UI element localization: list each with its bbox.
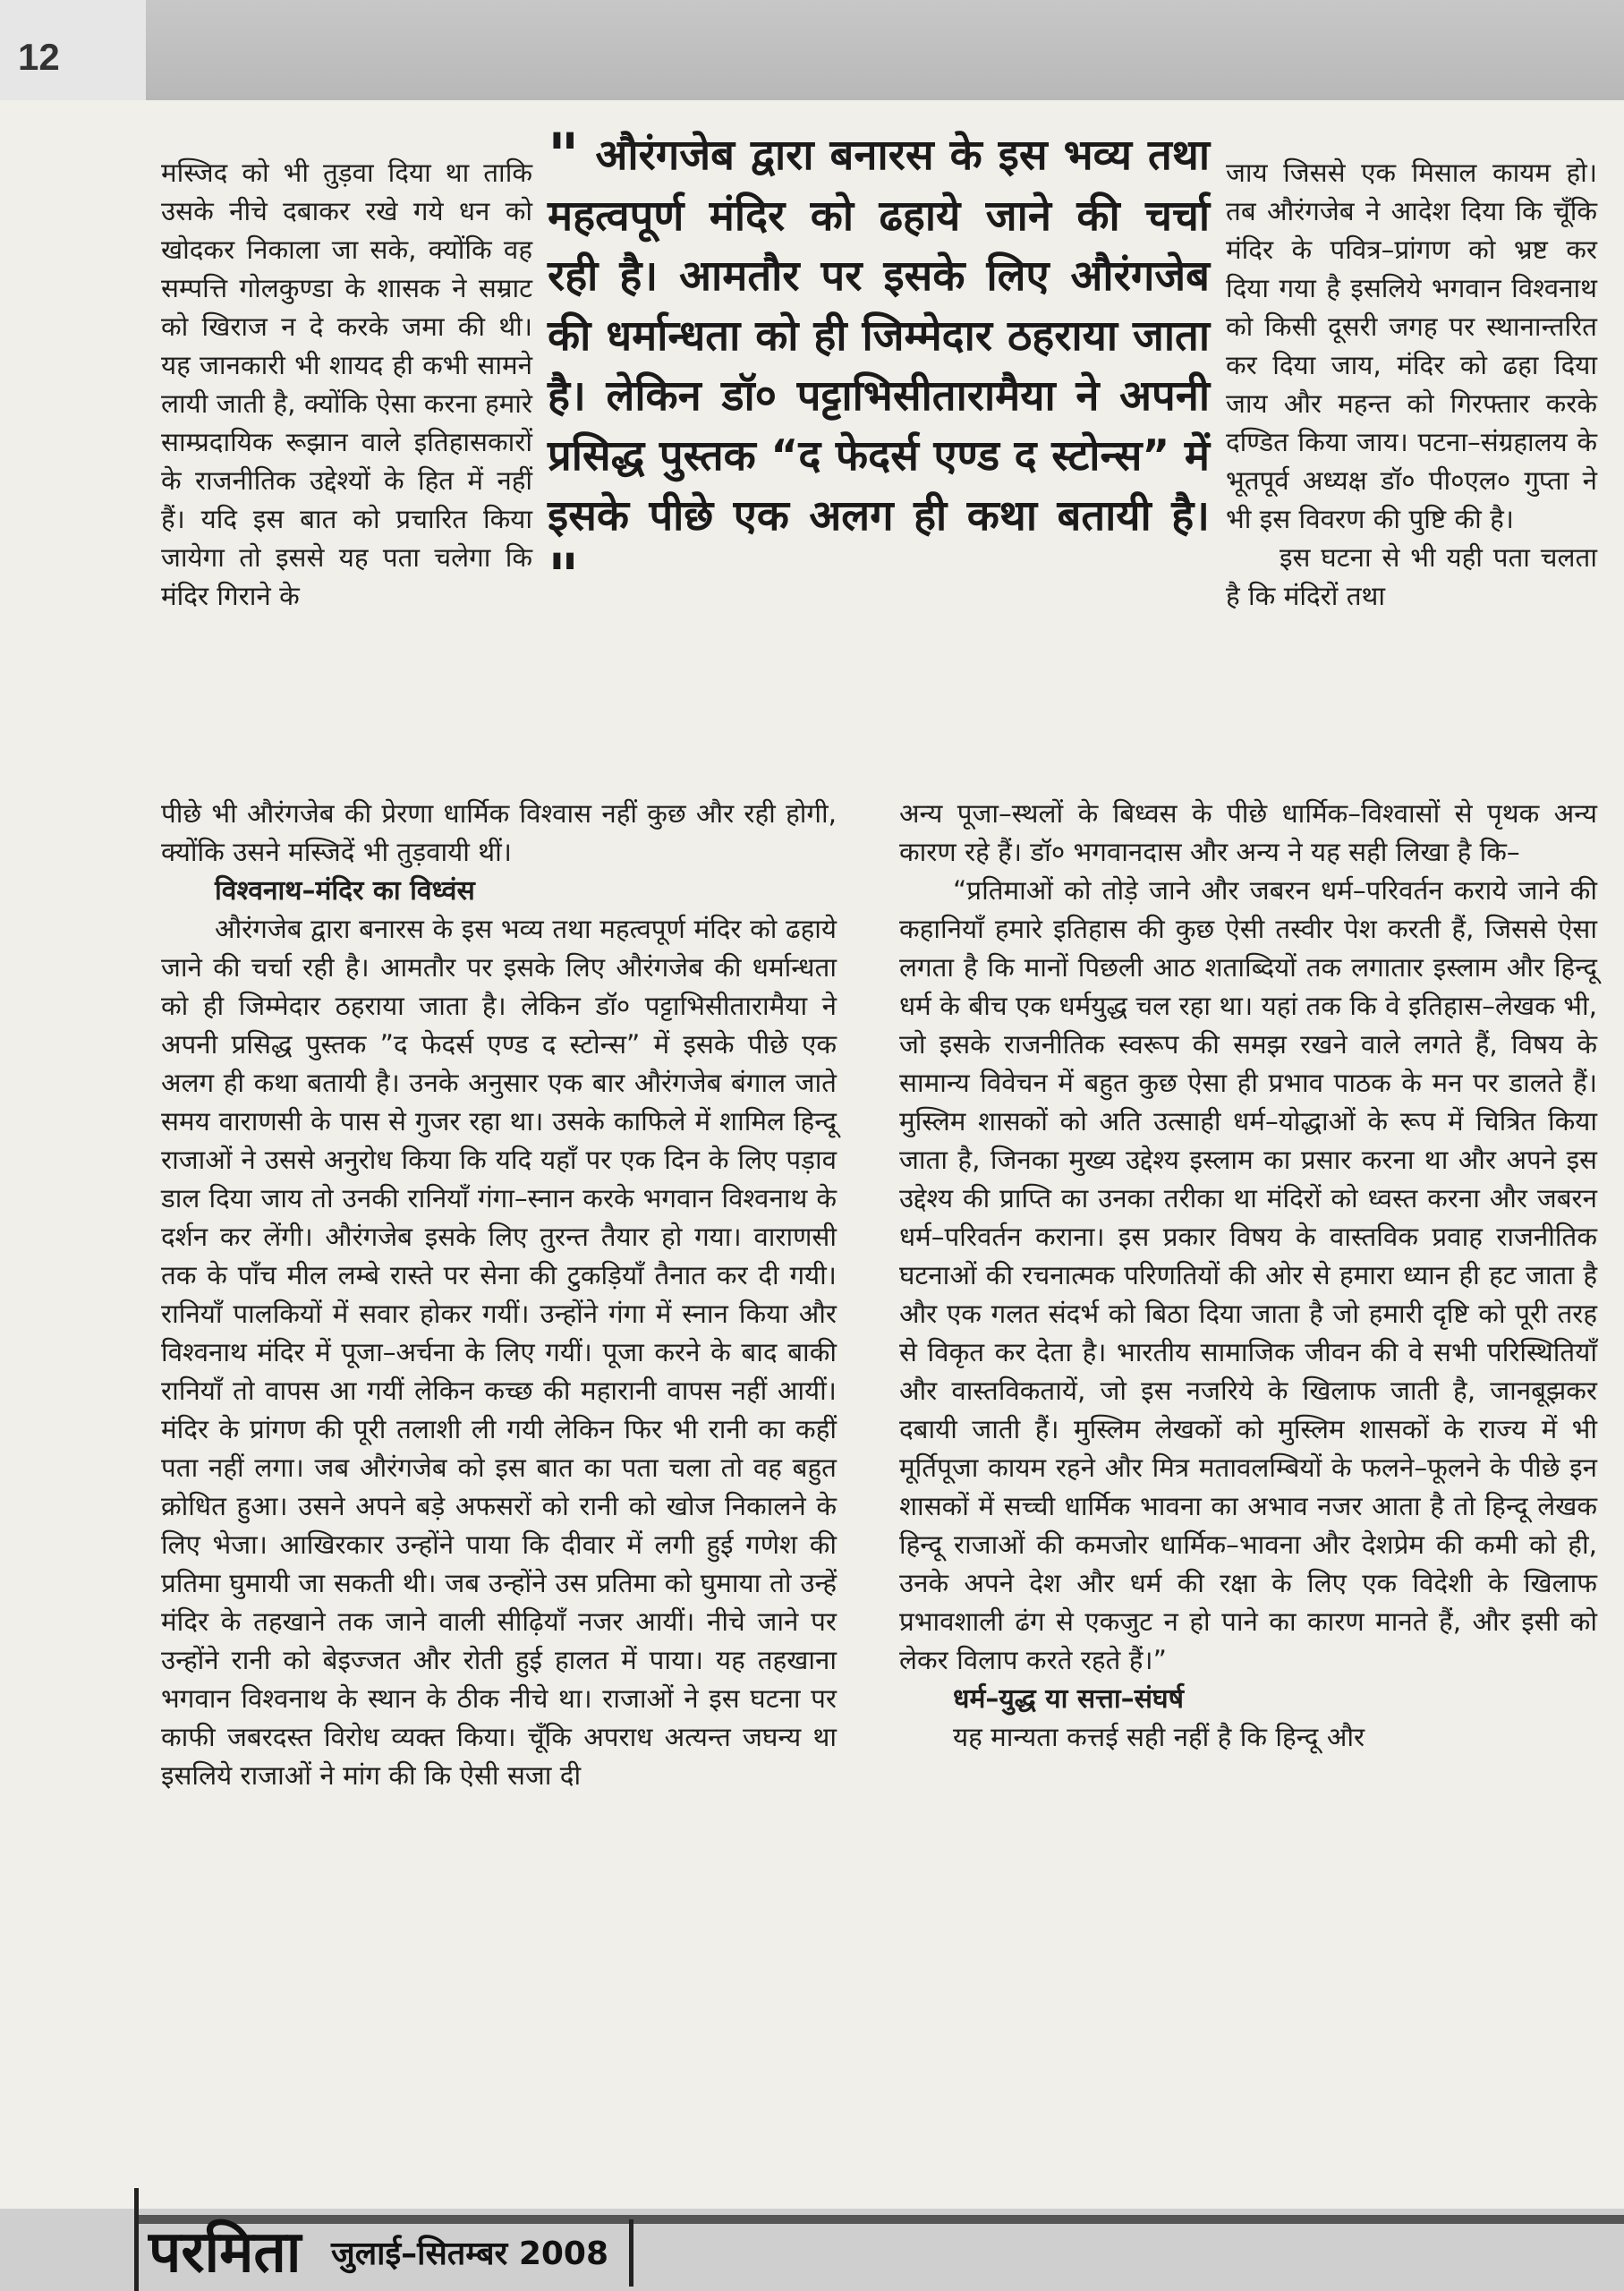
quote-close-mark: " bbox=[548, 541, 580, 612]
footer-divider-left bbox=[134, 2188, 139, 2291]
left-continuation: पीछे भी औरंगजेब की प्रेरणा धार्मिक विश्वास नहीं कुछ और रही होगी, क्योंकि उसने मस्जिदें भी तुड़वायी थीं। bbox=[161, 798, 837, 867]
column-left-main bbox=[161, 795, 837, 1795]
right-body-text: यह मान्यता कत्तई सही नहीं है कि हिन्दू और bbox=[953, 1722, 1365, 1752]
magazine-logo: परमिता bbox=[149, 2219, 302, 2286]
col3-top-text: जाय जिससे एक मिसाल कायम हो। तब औरंगजेब ने आदेश दिया कि चूँकि मंदिर के पवित्र–प्रांगण को भ्रष्ट कर दिया गया है इसलिये भगवान विश्वनाथ को किसी दूसरी जगह पर स्थानान्तरित कर दिया जाय, मंदिर को ढहा दिया जाय और महन्त को गिरफ्तार करके दण्डित किया जाय। पटना–संग्रहालय के भूतपूर्व अध्यक्ष डॉ० पी०एल० गुप्ता ने भी इस विवरण की पुष्टि की है। bbox=[1226, 158, 1597, 534]
right-intro: अन्य पूजा–स्थलों के बिध्वस के पीछे धार्मिक–विश्वासों से पृथक अन्य कारण रहे हैं। डॉ० भगवानदास और अन्य ने यह सही लिखा है कि– bbox=[899, 798, 1597, 867]
page-number: 12 bbox=[18, 36, 60, 78]
section-heading-dharmayuddh: धर्म–युद्ध या सत्ता–संघर्ष bbox=[953, 1683, 1184, 1715]
pull-quote bbox=[548, 121, 1210, 612]
header-band bbox=[0, 0, 1624, 100]
pull-quote-text: औरंगजेब द्वारा बनारस के इस भव्य तथा महत्वपूर्ण मंदिर को ढहाये जाने की चर्चा रही है। आमतौर पर इसके लिए औरंगजेब की धर्मान्धता को ही जिम्मेदार ठहराया जाता है। लेकिन डॉ० पट्टाभिसीतारामैया ने अपनी प्रसिद्ध पुस्तक “द फेदर्स एण्ड द स्टोन्स” में इसके पीछे एक अलग ही कथा बतायी है। bbox=[548, 131, 1210, 541]
footer-rule bbox=[134, 2215, 1624, 2224]
issue-date: जुलाई–सितम्बर 2008 bbox=[331, 2236, 609, 2272]
right-quote: “प्रतिमाओं को तोड़े जाने और जबरन धर्म–परिवर्तन कराये जाने की कहानियाँ हमारे इतिहास की कुछ ऐसी तस्वीर पेश करती हैं, जिससे ऐसा लगता है कि मानों पिछली आठ शताब्दियों तक लगातार इस्लाम और हिन्दू धर्म के बीच एक धर्मयुद्ध चल रहा था। यहां तक कि वे इतिहास–लेखक भी, जो इसके राजनीतिक स्वरूप की समझ रखने वाले लगते हैं, विषय के सामान्य विवेचन में बहुत कुछ ऐसा ही प्रभाव पाठक के मन पर डालते हैं। मुस्लिम शासकों को अति उत्साही धर्म–योद्धाओं के रूप में चित्रित किया जाता है, जिनका मुख्य उद्देश्य इस्लाम का प्रसार करना था और अपने इस उद्देश्य की प्राप्ति का उनका तरीका था मंदिरों को ध्वस्त करना और जबरन धर्म–परिवर्तन कराना। इस प्रकार विषय के वास्तविक प्रवाह राजनीतिक घटनाओं की रचनात्मक परिणतियों की ओर से हमारा ध्यान ही हट जाता है और एक गलत संदर्भ को बिठा दिया जाता है जो हमारी दृष्टि को पूरी तरह से विकृत कर देता है। भारतीय सामाजिक जीवन की वे सभी परिस्थितियाँ और वास्तविकतायें, जो इस नजरिये के खिलाफ जाती है, जानबूझकर दबायी जाती हैं। मुस्लिम लेखकों को मुस्लिम शासकों के राज्य में भी मूर्तिपूजा कायम रहने और मित्र मतावलम्बियों के फलने–फूलने के पीछे इन शासकों में सच्ची धार्मिक भावना का अभाव नजर आता है तो हिन्दू लेखक हिन्दू राजाओं की कमजोर धार्मिक–भावना और देशप्रेम की कमी को ही, उनके अपने देश और धर्म की रक्षा के लिए एक विदेशी के खिलाफ प्रभावशाली ढंग से एकजुट न हो पाने का कारण मानते हैं, और इसी को लेकर विलाप करते रहते हैं।” bbox=[899, 875, 1597, 1675]
section-heading-vishwanath: विश्वनाथ–मंदिर का विध्वंस bbox=[215, 875, 475, 907]
left-body-text: औरंगजेब द्वारा बनारस के इस भव्य तथा महत्वपूर्ण मंदिर को ढहाये जाने की चर्चा रही है। आमतौर पर इसके लिए औरंगजेब की धर्मान्धता को ही जिम्मेदार ठहराया जाता है। लेकिन डॉ० पट्टाभिसीतारामैया ने अपनी प्रसिद्ध पुस्तक ”द फेदर्स एण्ड द स्टोन्स” में इसके पीछे एक अलग ही कथा बतायी है। उनके अनुसार एक बार औरंगजेब बंगाल जाते समय वाराणसी के पास से गुजर रहा था। उसके काफिले में शामिल हिन्दू राजाओं ने उससे अनुरोध किया कि यदि यहाँ पर एक दिन के लिए पड़ाव डाल दिया जाय तो उनकी रानियाँ गंगा–स्नान करके भगवान विश्वनाथ के दर्शन कर लेंगी। औरंगजेब इसके लिए तुरन्त तैयार हो गया। वाराणसी तक के पाँच मील लम्बे रास्ते पर सेना की टुकड़ियाँ तैनात कर दी गयी। रानियाँ पालकियों में सवार होकर गयीं। उन्होंने गंगा में स्नान किया और विश्वनाथ मंदिर में पूजा–अर्चना के लिए गयीं। पूजा करने के बाद बाकी रानियाँ तो वापस आ गयीं लेकिन कच्छ की महारानी वापस नहीं आयीं। मंदिर के प्रांगण की पूरी तलाशी ली गयी लेकिन फिर भी रानी का कहीं पता नहीं लगा। जब औरंगजेब को इस बात का पता चला तो वह बहुत क्रोधित हुआ। उसने अपने बड़े अफसरों को रानी को खोज निकालने के लिए भेजा। आखिरकार उन्होंने पाया कि दीवार में लगी हुई गणेश की प्रतिमा घुमायी जा सकती थी। जब उन्होंने उस प्रतिमा को घुमाया तो उन्हें मंदिर के तहखाने तक जाने वाली सीढ़ियाँ नजर आयीं। नीचे जाने पर उन्होंने रानी को बेइज्जत और रोती हुई हालत में पाया। यह तहखाना भगवान विश्वनाथ के स्थान के ठीक नीचे था। राजाओं ने इस घटना पर काफी जबरदस्त विरोध व्यक्त किया। चूँकि अपराध अत्यन्त जघन्य था इसलिये राजाओं ने मांग की कि ऐसी सजा दी bbox=[161, 914, 837, 1791]
col3-indent-text: इस घटना से भी यही पता चलता है कि मंदिरों तथा bbox=[1226, 542, 1597, 611]
footer-divider-right bbox=[629, 2219, 633, 2287]
page-number-tab bbox=[0, 0, 146, 100]
column-right-main bbox=[899, 795, 1597, 1757]
column-left-top bbox=[161, 154, 532, 616]
col1-top-text: मस्जिद को भी तुड़वा दिया था ताकि उसके नीचे दबाकर रखे गये धन को खोदकर निकाला जा सके, क्योंकि वह सम्पत्ति गोलकुण्डा के शासक ने सम्राट को खिराज न दे करके जमा की थी। यह जानकारी भी शायद ही कभी सामने लायी जाती है, क्योंकि ऐसा करना हमारे साम्प्रदायिक रूझान वाले इतिहासकारों के राजनीतिक उद्देश्यों के हित में नहीं हैं। यदि इस बात को प्रचारित किया जायेगा तो इससे यह पता चलेगा कि मंदिर गिराने के bbox=[161, 158, 532, 611]
quote-open-mark: " bbox=[548, 121, 580, 192]
column-right-top bbox=[1226, 154, 1597, 616]
